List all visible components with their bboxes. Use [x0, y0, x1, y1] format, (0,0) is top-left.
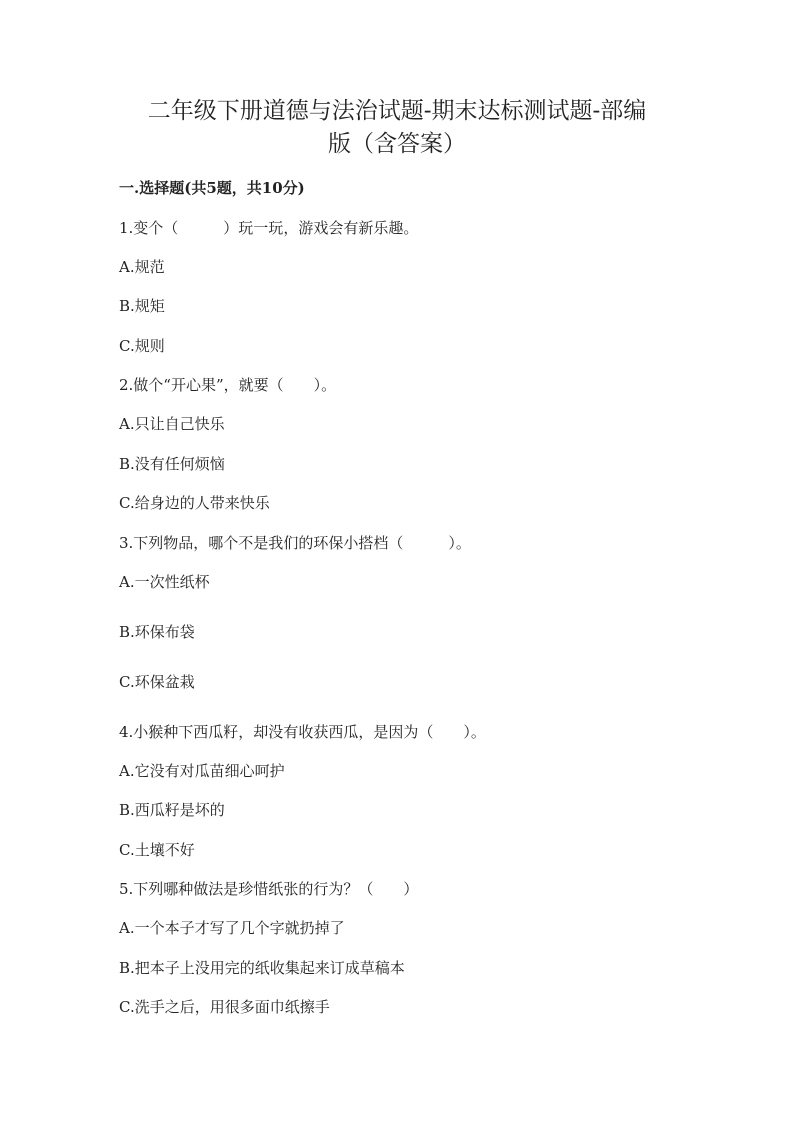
page-title-line-2: 版（含答案）: [328, 131, 466, 157]
question-3-option-a: A.一次性纸杯: [119, 573, 210, 591]
question-1-stem: 1.变个（ ）玩一玩，游戏会有新乐趣。: [119, 219, 419, 237]
question-4-option-c: C.土壤不好: [119, 841, 195, 859]
question-3-option-c: C.环保盆栽: [119, 673, 195, 691]
question-1-option-b: B.规矩: [119, 297, 165, 315]
question-1-option-c: C.规则: [119, 337, 165, 355]
question-1-option-a: A.规范: [119, 258, 165, 276]
question-2-stem: 2.做个“开心果”，就要（ ）。: [119, 376, 337, 394]
question-2-option-c: C.给身边的人带来快乐: [119, 494, 270, 512]
question-4-stem: 4.小猴种下西瓜籽，却没有收获西瓜，是因为（ ）。: [119, 723, 486, 741]
question-3-option-b: B.环保布袋: [119, 623, 195, 641]
question-2-option-a: A.只让自己快乐: [119, 415, 225, 433]
section-heading: 一.选择题(共5题，共10分): [119, 179, 305, 197]
question-2-option-b: B.没有任何烦恼: [119, 455, 225, 473]
question-4-option-b: B.西瓜籽是坏的: [119, 801, 225, 819]
page-title-line-1: 二年级下册道德与法治试题-期末达标测试题-部编: [147, 98, 647, 124]
question-5-option-b: B.把本子上没用完的纸收集起来订成草稿本: [119, 959, 405, 977]
question-5-option-a: A.一个本子才写了几个字就扔掉了: [119, 919, 345, 937]
question-5-option-c: C.洗手之后，用很多面巾纸擦手: [119, 998, 330, 1016]
question-3-stem: 3.下列物品，哪个不是我们的环保小搭档（ ）。: [119, 534, 471, 552]
question-5-stem: 5.下列哪种做法是珍惜纸张的行为？（ ）: [119, 880, 419, 898]
question-4-option-a: A.它没有对瓜苗细心呵护: [119, 762, 285, 780]
